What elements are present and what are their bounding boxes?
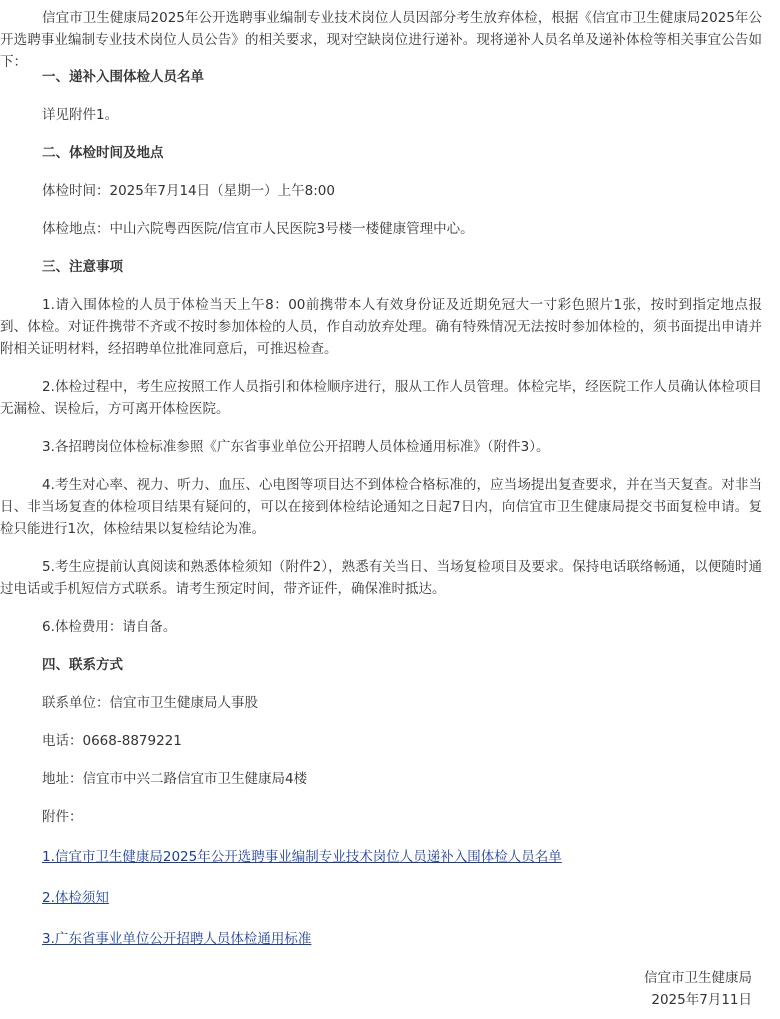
intro-paragraph: 信宜市卫生健康局2025年公开选聘事业编制专业技术岗位人员因部分考生放弃体检，根据《信宜市卫生健康局2025年公开选聘事业编制专业技术岗位人员公告》的相关要求，现对空缺岗位进行递补。现将递补人员名单及递补体检等相关事宜公告如下： bbox=[0, 10, 762, 70]
notes-item: 4.考生对心率、视力、听力、血压、心电图等项目达不到体检合格标准的，应当场提出复查要求，并在当天复查。对非当日、非当场复查的体检项目结果有疑问的，可以在接到体检结论通知之日起7日内，向信宜市卫生健康局提交书面复检申请。复检只能进行1次，体检结果以复检结论为准。 bbox=[0, 477, 762, 537]
section-heading-exam-time-place: 二、体检时间及地点 bbox=[42, 145, 164, 161]
section-heading-contact: 四、联系方式 bbox=[42, 657, 123, 673]
notes-item: 3.各招聘岗位体检标准参照《广东省事业单位公开招聘人员体检通用标准》（附件3）。 bbox=[42, 439, 550, 455]
notes-item: 2.体检过程中，考生应按照工作人员指引和体检顺序进行，服从工作人员管理。体检完毕，经医院工作人员确认体检项目无漏检、误检后，方可离开体检医院。 bbox=[0, 379, 762, 417]
exam-place: 体检地点：中山六院粤西医院/信宜市人民医院3号楼一楼健康管理中心。 bbox=[42, 221, 474, 237]
contact-address: 地址：信宜市中兴二路信宜市卫生健康局4楼 bbox=[42, 771, 308, 787]
signature-org: 信宜市卫生健康局 bbox=[644, 970, 752, 986]
section-heading-notes: 三、注意事项 bbox=[42, 259, 123, 275]
attachment-link-candidate-list[interactable]: 1.信宜市卫生健康局2025年公开选聘事业编制专业技术岗位人员递补入围体检人员名单 bbox=[42, 849, 562, 865]
attachment-link-exam-standard[interactable]: 3.广东省事业单位公开招聘人员体检通用标准 bbox=[42, 931, 312, 947]
contact-phone: 电话：0668-8879221 bbox=[42, 733, 182, 749]
notes-item: 6.体检费用：请自备。 bbox=[42, 619, 177, 635]
section-heading-candidates: 一、递补入围体检人员名单 bbox=[42, 69, 204, 85]
exam-time: 体检时间：2025年7月14日（星期一）上午8:00 bbox=[42, 183, 335, 199]
signature-date: 2025年7月11日 bbox=[651, 992, 752, 1008]
candidates-note: 详见附件1。 bbox=[42, 107, 119, 123]
notes-item: 1.请入围体检的人员于体检当天上午8：00前携带本人有效身份证及近期免冠大一寸彩色照片1张，按时到指定地点报到、体检。对证件携带不齐或不按时参加体检的人员，作自动放弃处理。确有特殊情况无法按时参加体检的，须书面提出申请并附相关证明材料，经招聘单位批准同意后，可推迟检查。 bbox=[0, 297, 762, 357]
contact-unit: 联系单位：信宜市卫生健康局人事股 bbox=[42, 695, 258, 711]
attachment-link-exam-notice[interactable]: 2.体检须知 bbox=[42, 890, 109, 906]
attachments-label: 附件： bbox=[42, 809, 83, 825]
notes-item: 5.考生应提前认真阅读和熟悉体检须知（附件2），熟悉有关当日、当场复检项目及要求。保持电话联络畅通，以便随时通过电话或手机短信方式联系。请考生预定时间，带齐证件，确保准时抵达。 bbox=[0, 559, 762, 597]
